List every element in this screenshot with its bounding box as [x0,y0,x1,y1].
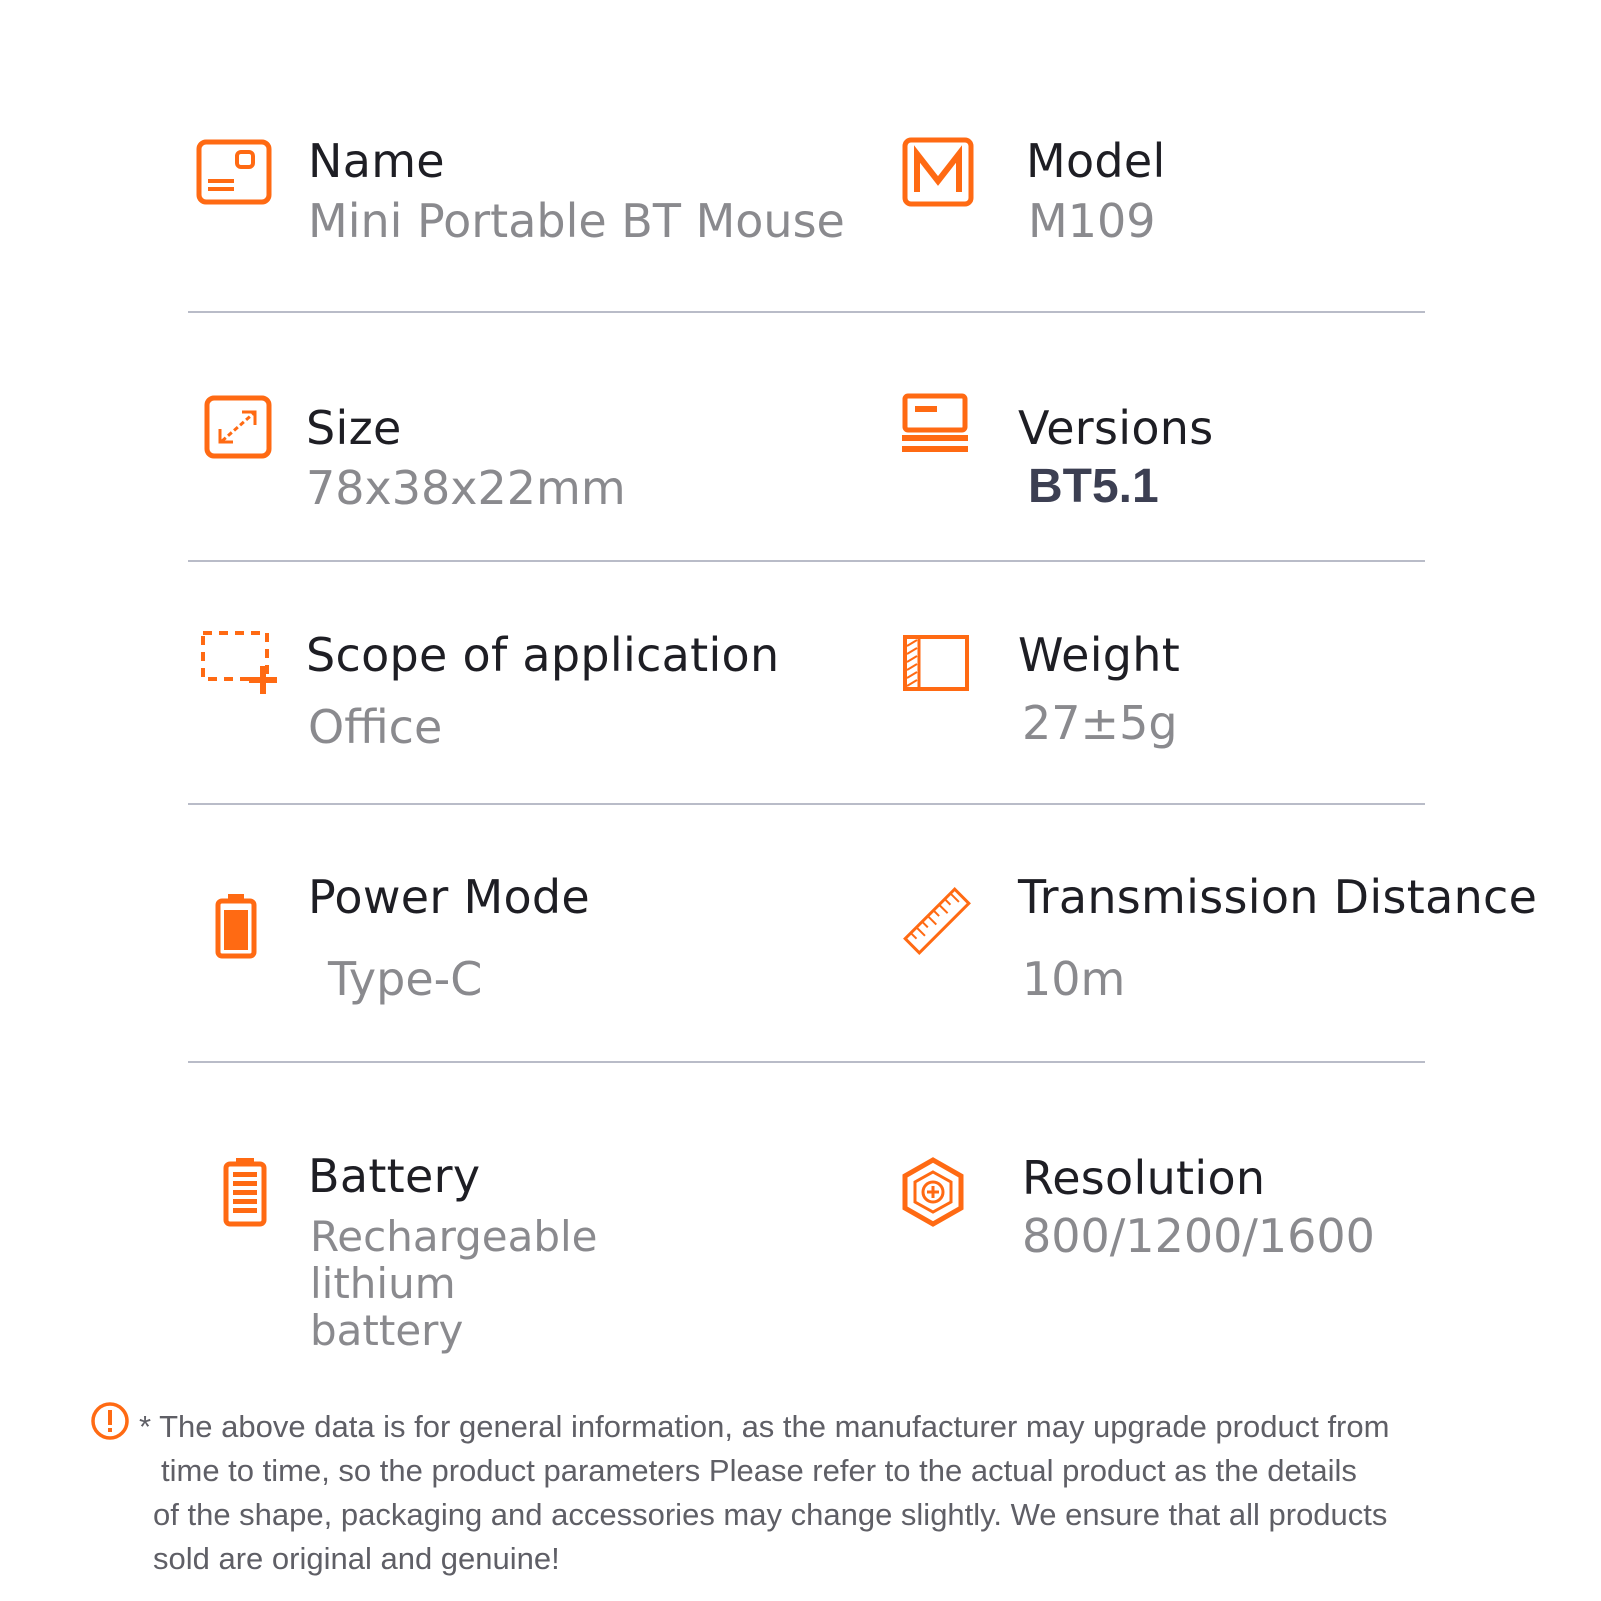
divider [188,560,1425,562]
dashed-box-plus-icon [200,630,280,696]
weight-panel-icon [902,634,970,692]
spec-label-name: Name [308,134,445,188]
spec-label-model: Model [1026,134,1166,188]
spec-value-versions: BT5.1 [1028,460,1159,513]
disclaimer-note [139,1405,1489,1581]
spec-value-model: M109 [1028,194,1156,248]
divider [188,803,1425,805]
battery-bars-icon [223,1157,267,1227]
spec-value-size: 78x38x22mm [306,461,626,515]
spec-value-weight: 27±5g [1022,696,1178,750]
spec-label-size: Size [306,401,402,455]
spec-label-resolution: Resolution [1022,1151,1266,1205]
divider [188,1061,1425,1063]
disclaimer-line: * The above data is for general information, as the manufacturer may upgrade product from [139,1409,1390,1444]
spec-label-power-mode: Power Mode [308,870,591,924]
spec-value-name: Mini Portable BT Mouse [308,194,845,248]
spec-label-weight: Weight [1018,628,1181,682]
ruler-icon [902,886,972,956]
spec-value-battery: Rechargeable lithium battery [310,1212,598,1356]
hexagon-resolution-icon [898,1157,968,1227]
divider [188,311,1425,313]
id-card-icon [196,139,272,205]
battery-icon [215,893,257,959]
disclaimer-line: of the shape, packaging and accessories may change slightly. We ensure that all products [153,1497,1388,1532]
exclamation-circle-icon [90,1401,130,1441]
spec-value-power-mode: Type-C [328,952,483,1006]
resize-arrows-icon [204,395,272,459]
spec-label-versions: Versions [1018,401,1214,455]
spec-label-scope: Scope of application [306,628,780,682]
model-m-icon [902,137,974,207]
spec-value-scope: Office [308,700,443,754]
spec-value-resolution: 800/1200/1600 [1022,1209,1375,1263]
disclaimer-line: time to time, so the product parameters Please refer to the actual product as the details [161,1453,1357,1488]
spec-label-battery: Battery [308,1149,481,1203]
spec-label-transmission: Transmission Distance [1018,870,1538,924]
laptop-versions-icon [902,393,968,453]
spec-value-transmission: 10m [1022,952,1126,1006]
disclaimer-line: sold are original and genuine! [153,1541,560,1576]
